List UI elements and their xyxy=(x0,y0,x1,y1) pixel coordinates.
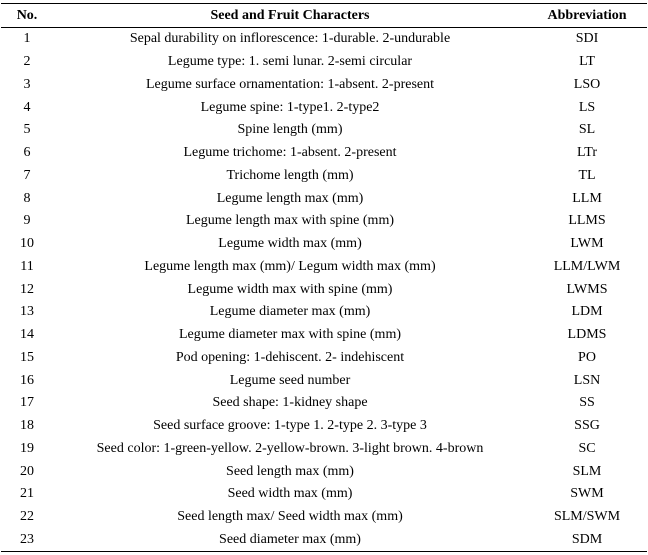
table-row xyxy=(1,529,647,552)
table-row xyxy=(1,278,647,301)
cell-character: Seed color: 1-green-yellow. 2-yellow-brown. 3-light brown. 4-brown xyxy=(96,440,484,456)
table-row xyxy=(1,233,647,256)
cell-abbreviation: LWM xyxy=(570,236,604,252)
cell-character: Legume length max with spine (mm) xyxy=(185,213,394,229)
table-row xyxy=(1,28,647,51)
cell-abbreviation: PO xyxy=(578,349,596,365)
cell-no: 12 xyxy=(20,281,34,297)
table-row xyxy=(1,392,647,415)
cell-no: 16 xyxy=(20,372,34,388)
header-abbreviation: Abbreviation xyxy=(527,4,647,28)
cell-character: Legume seed number xyxy=(229,372,351,388)
cell-abbreviation: LDM xyxy=(571,304,603,320)
header-no: No. xyxy=(1,4,53,28)
table-row xyxy=(1,460,647,483)
cell-no: 10 xyxy=(20,236,34,252)
cell-no: 15 xyxy=(20,349,34,365)
cell-no: 1 xyxy=(23,31,31,47)
cell-character: Legume length max (mm) xyxy=(216,190,364,206)
cell-character: Legume surface ornamentation: 1-absent. 2-present xyxy=(145,76,435,92)
cell-abbreviation: SWM xyxy=(570,486,604,502)
table-row xyxy=(1,74,647,97)
cell-abbreviation: SLM xyxy=(572,463,602,479)
cell-character: Legume diameter max (mm) xyxy=(209,304,371,320)
cell-abbreviation: SDI xyxy=(575,31,599,47)
table-body xyxy=(1,28,647,552)
cell-abbreviation: LSN xyxy=(573,372,601,388)
cell-character: Legume spine: 1-type1. 2-type2 xyxy=(200,99,380,115)
cell-no: 13 xyxy=(20,304,34,320)
cell-character: Legume width max with spine (mm) xyxy=(187,281,393,297)
table-row xyxy=(1,324,647,347)
characters-table xyxy=(1,3,647,552)
table-row xyxy=(1,96,647,119)
cell-character: Sepal durability on inflorescence: 1-durable. 2-undurable xyxy=(129,31,451,47)
table-row xyxy=(1,415,647,438)
table-row xyxy=(1,187,647,210)
cell-character: Seed length max (mm) xyxy=(226,463,354,479)
cell-abbreviation: LLM xyxy=(572,190,602,206)
table-row xyxy=(1,369,647,392)
cell-abbreviation: SS xyxy=(579,395,595,411)
cell-abbreviation: LSO xyxy=(573,76,601,92)
table-row xyxy=(1,506,647,529)
cell-no: 11 xyxy=(20,258,34,274)
table-row xyxy=(1,347,647,370)
cell-no: 20 xyxy=(20,463,34,479)
cell-abbreviation: LLMS xyxy=(568,213,606,229)
cell-character: Seed diameter max (mm) xyxy=(53,529,527,552)
table-row xyxy=(1,210,647,233)
cell-abbreviation: LT xyxy=(579,54,595,70)
table-row xyxy=(1,165,647,188)
cell-character: Trichome length (mm) xyxy=(226,167,354,183)
cell-abbreviation: SSG xyxy=(574,418,600,434)
cell-no: 6 xyxy=(23,145,31,161)
table-row xyxy=(1,142,647,165)
cell-character: Legume trichome: 1-absent. 2-present xyxy=(183,145,397,161)
cell-no: 4 xyxy=(23,99,31,115)
cell-no: 21 xyxy=(20,486,34,502)
cell-abbreviation: TL xyxy=(578,167,596,183)
cell-character: Seed length max/ Seed width max (mm) xyxy=(177,509,403,525)
header-characters: Seed and Fruit Characters xyxy=(53,4,527,28)
cell-abbreviation: SLM/SWM xyxy=(553,509,621,525)
table-row xyxy=(1,51,647,74)
cell-character: Seed shape: 1-kidney shape xyxy=(212,395,368,411)
cell-abbreviation: SC xyxy=(578,440,596,456)
header-row xyxy=(1,4,647,28)
table-row xyxy=(1,119,647,142)
cell-abbreviation: LS xyxy=(578,99,596,115)
cell-character: Legume diameter max with spine (mm) xyxy=(179,327,401,343)
table-row xyxy=(1,301,647,324)
cell-no: 5 xyxy=(23,122,31,138)
cell-abbreviation: LTr xyxy=(577,145,597,161)
cell-abbreviation: SL xyxy=(578,122,596,138)
cell-abbreviation: LDMS xyxy=(567,327,607,343)
cell-no: 17 xyxy=(20,395,34,411)
cell-no: 19 xyxy=(20,440,34,456)
table-row xyxy=(1,256,647,279)
cell-character: Legume type: 1. semi lunar. 2-semi circular xyxy=(167,54,413,70)
table-row xyxy=(1,483,647,506)
cell-no: 3 xyxy=(23,76,31,92)
table-header xyxy=(1,4,647,28)
cell-abbreviation: LWMS xyxy=(566,281,608,297)
cell-character: Legume length max (mm)/ Legum width max (mm) xyxy=(144,258,436,274)
cell-no: 14 xyxy=(20,327,34,343)
cell-character: Seed surface groove: 1-type 1. 2-type 2. 3-type 3 xyxy=(153,418,427,434)
table-row xyxy=(1,438,647,461)
cell-no: 9 xyxy=(23,213,31,229)
cell-character: Legume width max (mm) xyxy=(218,236,362,252)
cell-no: 2 xyxy=(23,54,31,70)
cell-no: 18 xyxy=(20,418,34,434)
cell-abbreviation: LLM/LWM xyxy=(553,258,621,274)
cell-abbreviation: SDM xyxy=(527,529,647,552)
cell-no: 7 xyxy=(23,167,31,183)
cell-character: Pod opening: 1-dehiscent. 2- indehiscent xyxy=(175,349,405,365)
cell-no: 8 xyxy=(23,190,31,206)
cell-no: 22 xyxy=(20,509,34,525)
cell-character: Spine length (mm) xyxy=(237,122,343,138)
cell-no: 23 xyxy=(1,529,53,552)
cell-character: Seed width max (mm) xyxy=(227,486,353,502)
